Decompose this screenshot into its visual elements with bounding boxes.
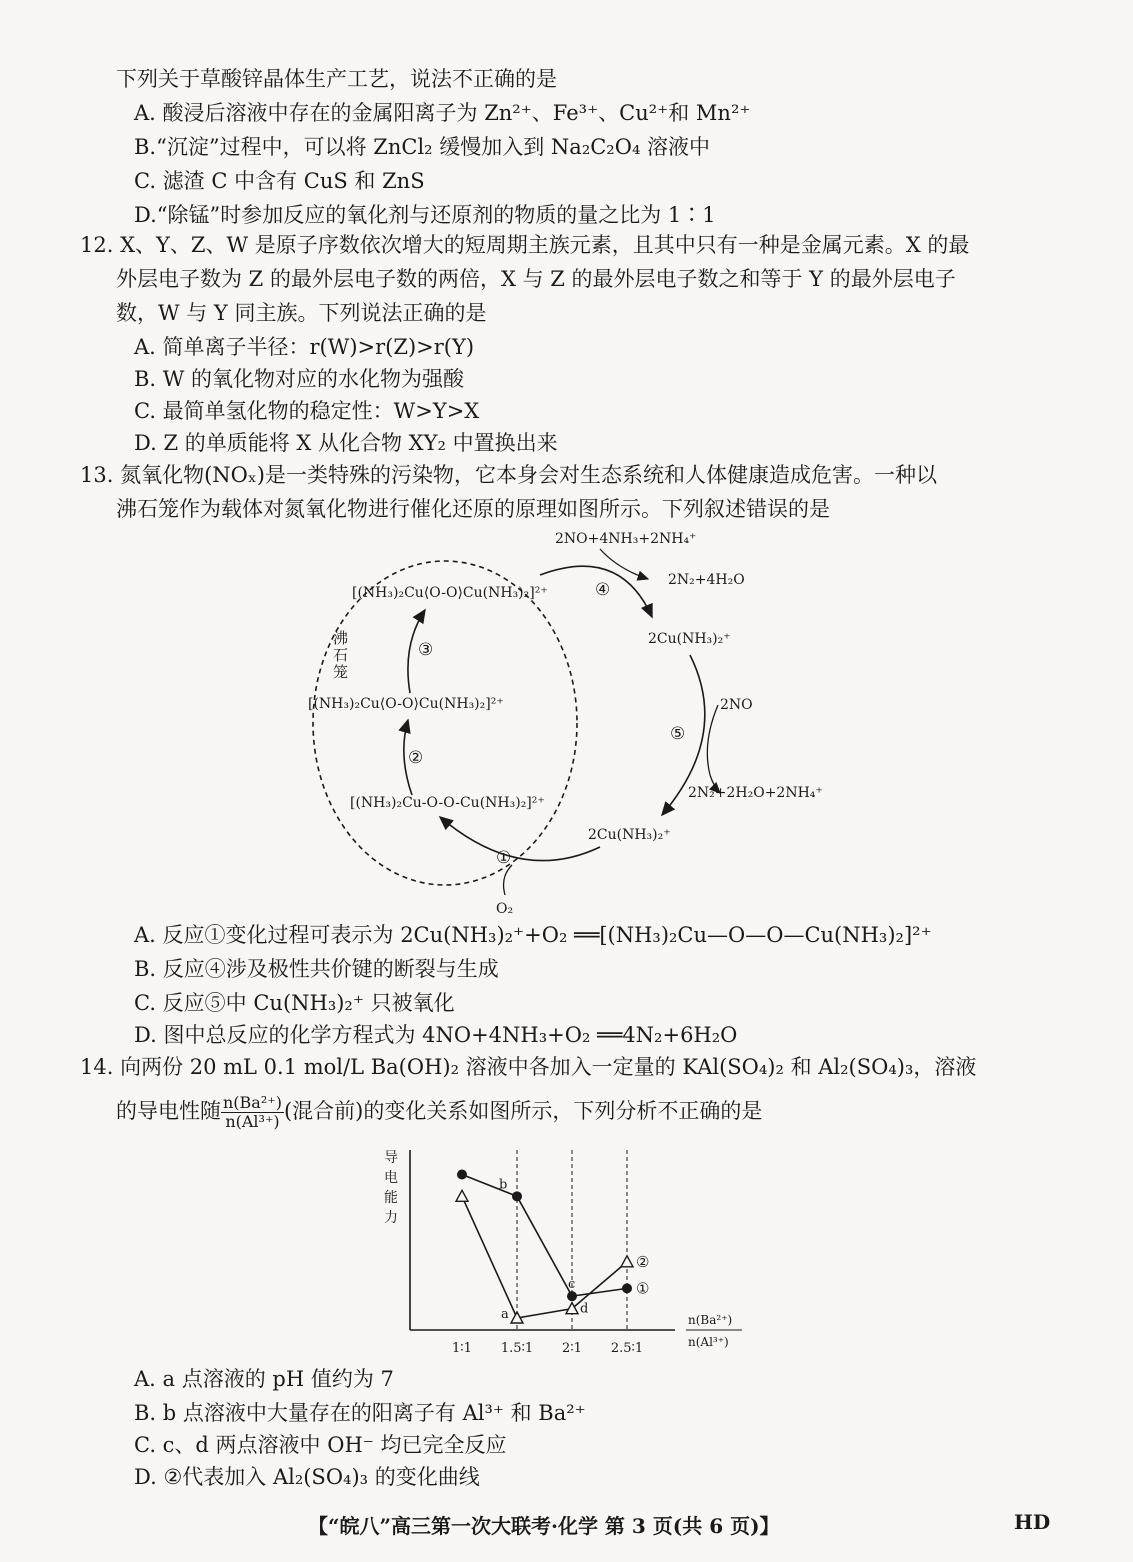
products-step5: 2N₂+2H₂O+2NH₄⁺ (688, 785, 823, 801)
step3-label: ③ (418, 640, 434, 660)
q13-option-d: D. 图中总反应的化学方程式为 4NO+4NH₃+O₂ ══4N₂+6H₂O (134, 1023, 738, 1047)
data-point-circle (567, 1291, 577, 1301)
conductivity-chart (370, 1140, 770, 1365)
q13-stem-line1: 13. 氮氧化物(NOₓ)是一类特殊的污染物，它本身会对生态系统和人体健康造成危害。一种以 (80, 463, 937, 487)
q12-stem-line1: 12. X、Y、Z、W 是原子序数依次增大的短周期主族元素，且其中只有一种是金属元素。X 的最 (80, 233, 970, 257)
q11-option-d: D.“除锰”时参加反应的氧化剂与还原剂的物质的量之比为 1∶1 (134, 203, 716, 227)
y-axis-label (384, 1150, 398, 1226)
q13-option-a: A. 反应①变化过程可表示为 2Cu(NH₃)₂⁺+O₂ ══[(NH₃)₂Cu—O—O—Cu(NH₃)₂]²⁺ (134, 923, 932, 947)
q12-option-d: D. Z 的单质能将 X 从化合物 XY₂ 中置换出来 (134, 431, 558, 455)
y-axis-label-char: 能 (384, 1190, 398, 1206)
catalytic-cycle-diagram (300, 525, 860, 920)
x-tick-label: 1∶1 (452, 1341, 472, 1356)
arrow-step1 (440, 817, 600, 861)
series-label: ② (636, 1252, 650, 1271)
point-label: c (568, 1277, 576, 1293)
q11-option-b: B.“沉淀”过程中，可以将 ZnCl₂ 缓慢加入到 Na₂C₂O₄ 溶液中 (134, 135, 711, 159)
q13-option-b: B. 反应④涉及极性共价键的断裂与生成 (134, 957, 499, 981)
x-axis-label-den: n(Al³⁺) (688, 1335, 729, 1349)
arrow-o2 (504, 865, 512, 895)
q12-stem-line3: 数，W 与 Y 同主族。下列说法正确的是 (116, 301, 487, 325)
q14-fraction (221, 1094, 284, 1131)
data-point-circle (457, 1169, 467, 1179)
y-axis-label-char: 导 (384, 1150, 398, 1166)
products-step4: 2N₂+4H₂O (668, 572, 745, 588)
step2-label: ② (408, 748, 424, 768)
x-tick-label: 2.5∶1 (610, 1341, 644, 1356)
species-top: [(NH₃)₂Cu⟨O-O⟩Cu(NH₃)₂]²⁺ (352, 585, 548, 601)
q12-option-b: B. W 的氧化物对应的水化物为强酸 (134, 367, 465, 391)
q13-option-c: C. 反应⑤中 Cu(NH₃)₂⁺ 只被氧化 (134, 991, 455, 1015)
x-axis-label-num: n(Ba²⁺) (688, 1313, 733, 1327)
q11-option-c: C. 滤渣 C 中含有 CuS 和 ZnS (134, 169, 425, 193)
arrow-in5 (707, 705, 718, 775)
q11-option-a: A. 酸浸后溶液中存在的金属阳离子为 Zn²⁺、Fe³⁺、Cu²⁺和 Mn²⁺ (134, 101, 751, 125)
step4-label: ④ (595, 580, 611, 600)
x-tick-label: 1.5∶1 (500, 1341, 534, 1356)
q14-option-b: B. b 点溶液中大量存在的阳离子有 Al³⁺ 和 Ba²⁺ (134, 1401, 586, 1425)
zeolite-label: 沸石笼 (331, 630, 349, 681)
data-point-triangle (456, 1190, 468, 1201)
point-label: d (580, 1301, 589, 1317)
q14-stem-line1: 14. 向两份 20 mL 0.1 mol/L Ba(OH)₂ 溶液中各加入一定量的 KAl(SO₄)₂ 和 Al₂(SO₄)₃，溶液 (80, 1055, 977, 1079)
q13-stem-line2: 沸石笼作为载体对氮氧化物进行催化还原的原理如图所示。下列叙述错误的是 (116, 497, 830, 521)
cu-bottom: 2Cu(NH₃)₂⁺ (588, 827, 671, 843)
q12-option-c: C. 最简单氢化物的稳定性：W>Y>X (134, 399, 480, 423)
y-axis-label-char: 电 (384, 1170, 398, 1186)
footer-code: HD (1014, 1510, 1051, 1534)
step1-label: ① (496, 848, 512, 868)
q14-frac-num: n(Ba²⁺) (223, 1093, 282, 1112)
q14-frac-den: n(Al³⁺) (225, 1112, 280, 1131)
point-label: b (499, 1177, 508, 1193)
q14-stem-post: (混合前)的变化关系如图所示，下列分析不正确的是 (283, 1099, 763, 1123)
q11-stem: 下列关于草酸锌晶体生产工艺，说法不正确的是 (116, 67, 557, 91)
data-point-circle (622, 1283, 632, 1293)
zeolite-cage (313, 561, 577, 885)
y-axis-label-char: 力 (384, 1210, 398, 1226)
q14-option-d: D. ②代表加入 Al₂(SO₄)₃ 的变化曲线 (134, 1465, 480, 1489)
page-footer: 【“皖八”高三第一次大联考·化学 第 3 页(共 6 页)】 (308, 1514, 780, 1538)
series-line (462, 1196, 627, 1318)
x-tick-label: 2∶1 (562, 1341, 582, 1356)
arrow-in4 (600, 549, 648, 579)
q12-stem-line2: 外层电子数为 Z 的最外层电子数的两倍，X 与 Z 的最外层电子数之和等于 Y 的最外层电子 (116, 267, 956, 291)
q14-stem-line2 (116, 1094, 762, 1131)
q12-option-a: A. 简单离子半径：r(W)>r(Z)>r(Y) (134, 335, 475, 359)
series-label: ① (636, 1279, 650, 1298)
reactant-step5: 2NO (720, 697, 753, 713)
data-point-triangle (621, 1256, 633, 1267)
q14-stem-pre: 的导电性随 (116, 1099, 221, 1123)
reactants-step4: 2NO+4NH₃+2NH₄⁺ (555, 531, 697, 547)
species-bottom: [(NH₃)₂Cu-O-O-Cu(NH₃)₂]²⁺ (350, 795, 545, 811)
species-mid: [(NH₃)₂Cu⟨O-O⟩Cu(NH₃)₂]²⁺ (308, 696, 504, 712)
step5-label: ⑤ (670, 724, 686, 744)
point-label: a (501, 1307, 509, 1322)
q14-option-a: A. a 点溶液的 pH 值约为 7 (134, 1367, 394, 1391)
q14-option-c: C. c、d 两点溶液中 OH⁻ 均已完全反应 (134, 1433, 507, 1457)
cu-right: 2Cu(NH₃)₂⁺ (648, 631, 731, 647)
oxygen-label: O₂ (496, 901, 514, 917)
data-point-circle (512, 1191, 522, 1201)
series-line (462, 1174, 627, 1296)
